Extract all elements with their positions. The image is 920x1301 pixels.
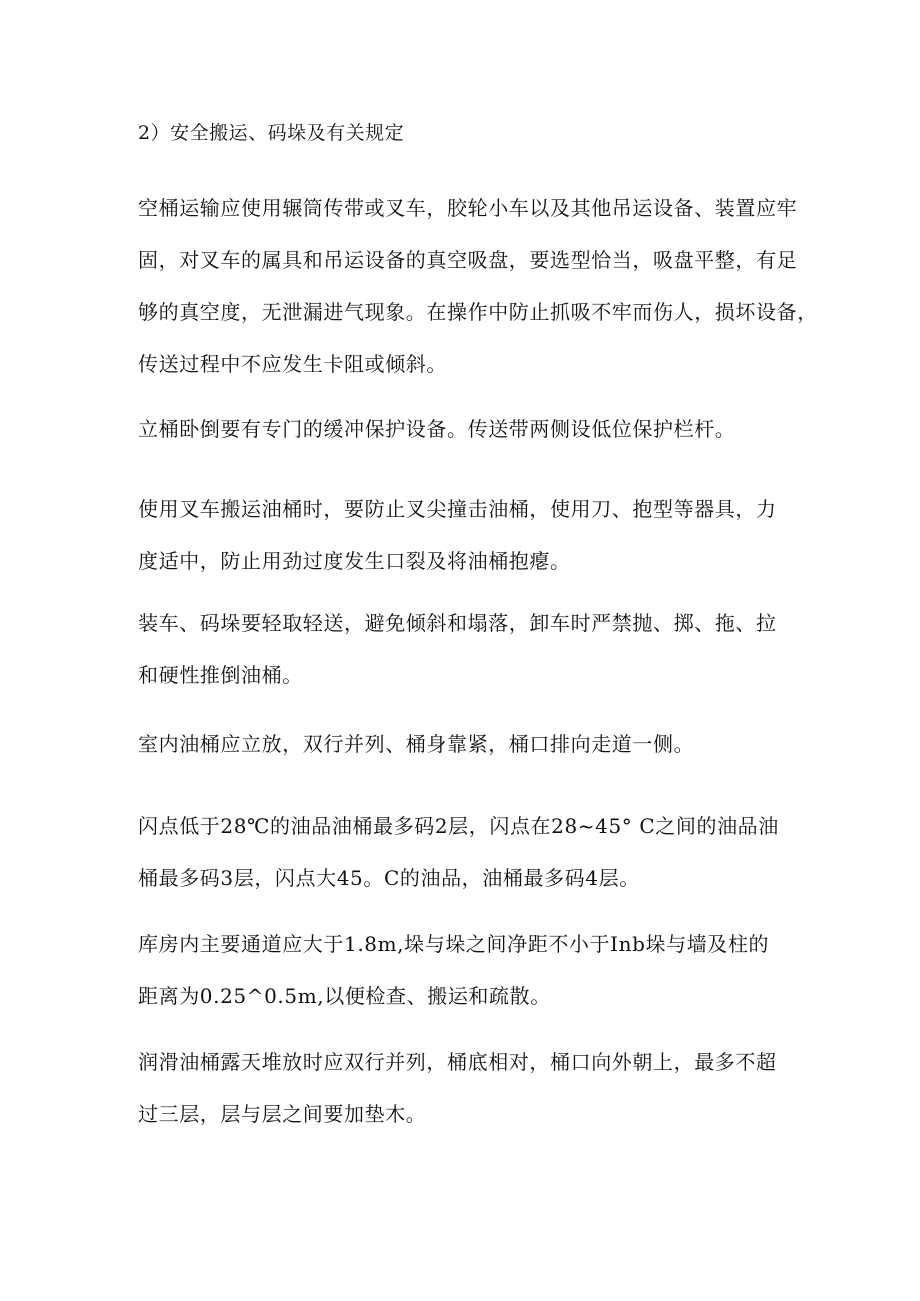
paragraph-forklift-handling bbox=[138, 483, 788, 587]
paragraph-line: 够的真空度，无泄漏进气现象。在操作中防止抓吸不牢而伤人，损坏设备， bbox=[138, 300, 818, 324]
paragraph-line: 库房内主要通道应大于1.8m,垛与垛之间净距不小于Inb垛与墙及柱的 bbox=[138, 932, 770, 956]
paragraph-line: 空桶运输应使用辗筒传带或叉车，胶轮小车以及其他吊运设备、装置应牢 bbox=[138, 196, 798, 220]
paragraph-indoor-placement bbox=[138, 718, 788, 770]
paragraph-line: 闪点低于28℃的油品油桶最多码2层，闪点在28~45° C之间的油品油 bbox=[138, 814, 779, 838]
paragraph-empty-barrel-transport bbox=[138, 182, 818, 390]
paragraph-line: 固，对叉车的属具和吊运设备的真空吸盘，要选型恰当，吸盘平整，有足 bbox=[138, 248, 798, 272]
paragraph-buffer-protection bbox=[138, 403, 788, 455]
paragraph-line: 桶最多码3层，闪点大45。C的油品，油桶最多码4层。 bbox=[138, 866, 640, 890]
paragraph-line: 润滑油桶露天堆放时应双行并列，桶底相对，桶口向外朝上，最多不超 bbox=[138, 1050, 777, 1074]
paragraph-line: 距离为0.25^0.5m,以便检查、搬运和疏散。 bbox=[138, 984, 551, 1008]
paragraph-line: 和硬性推倒油桶。 bbox=[138, 663, 303, 687]
paragraph-line: 过三层，层与层之间要加垫木。 bbox=[138, 1102, 427, 1126]
paragraph-aisle-spacing bbox=[138, 918, 788, 1022]
paragraph-flash-point-layers bbox=[138, 800, 788, 904]
section-heading: 2）安全搬运、码垛及有关规定 bbox=[138, 122, 405, 144]
paragraph-line: 立桶卧倒要有专门的缓冲保护设备。传送带两侧设低位保护栏杆。 bbox=[138, 417, 736, 441]
paragraph-line: 装车、码垛要轻取轻送，避免倾斜和塌落，卸车时严禁抛、掷、拖、拉 bbox=[138, 611, 777, 635]
paragraph-line: 传送过程中不应发生卡阻或倾斜。 bbox=[138, 352, 447, 376]
paragraph-outdoor-stacking bbox=[138, 1036, 788, 1140]
paragraph-loading-stacking bbox=[138, 597, 788, 701]
paragraph-line: 度适中，防止用劲过度发生口裂及将油桶抱瘪。 bbox=[138, 549, 571, 573]
paragraph-line: 使用叉车搬运油桶时，要防止叉尖撞击油桶，使用刀、抱型等器具，力 bbox=[138, 497, 777, 521]
paragraph-line: 室内油桶应立放，双行并列、桶身靠紧，桶口排向走道一侧。 bbox=[138, 732, 695, 756]
